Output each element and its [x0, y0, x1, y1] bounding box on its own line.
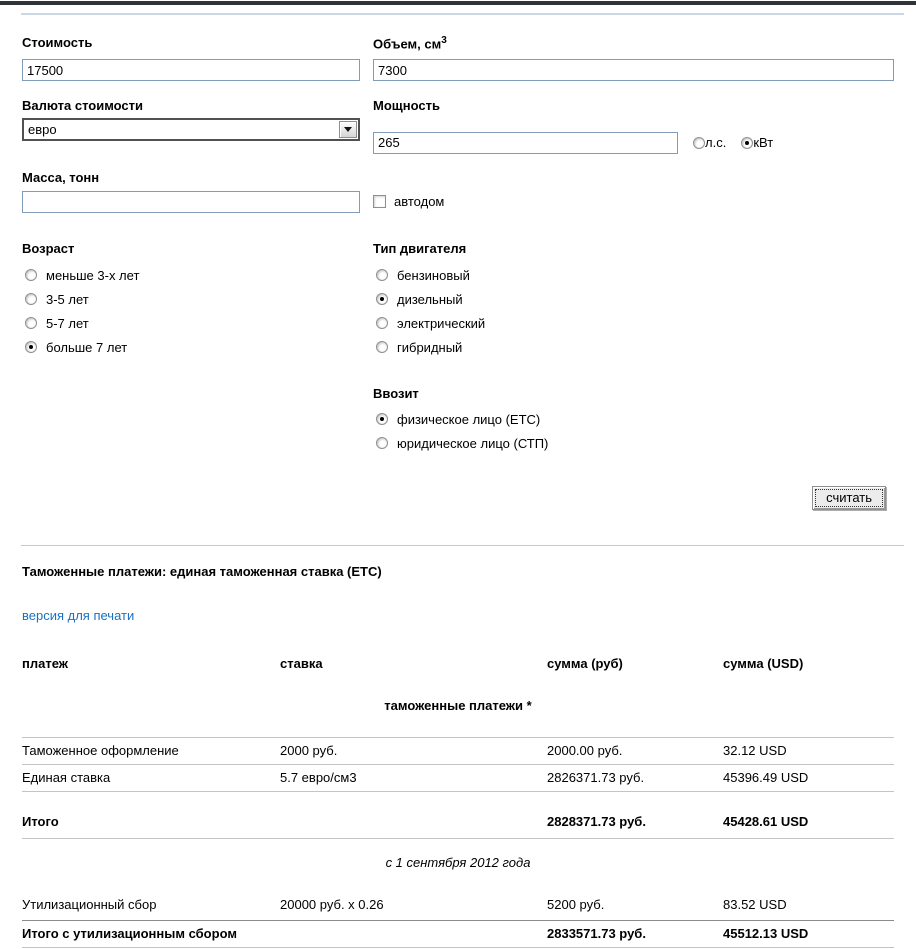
motorhome-label: автодом — [394, 194, 445, 209]
table-row: Единая ставка 5.7 евро/см3 2826371.73 руб. 45396.49 USD — [22, 765, 894, 792]
table-section-label: таможенные платежи * — [384, 698, 532, 713]
recycling-fee-row: Утилизационный сбор 20000 руб. х 0.26 5200 руб. 83.52 USD — [22, 897, 894, 921]
age-option-under3[interactable]: меньше 3-х лет — [25, 265, 360, 285]
results-section — [22, 564, 894, 948]
volume-input[interactable] — [373, 59, 894, 81]
radio-icon — [376, 269, 388, 281]
col-header-sum-usd: сумма (USD) — [723, 656, 804, 671]
age-options — [22, 265, 360, 361]
cost-label: Стоимость — [22, 35, 93, 50]
radio-checked-icon — [376, 413, 388, 425]
radio-icon — [25, 293, 37, 305]
currency-select-value: евро — [28, 122, 57, 137]
total-row: Итого 2828371.73 руб. 45428.61 USD — [22, 814, 894, 839]
checkbox-icon — [373, 195, 386, 208]
volume-sup: 3 — [441, 35, 447, 46]
importer-label: Ввозит — [373, 386, 419, 401]
radio-icon — [25, 269, 37, 281]
table-row: Таможенное оформление 2000 руб. 2000.00 руб. 32.12 USD — [22, 737, 894, 765]
engine-option-hybrid[interactable]: гибридный — [376, 337, 894, 357]
volume-label: Объем, $см^3$ — [373, 35, 447, 52]
power-input[interactable] — [373, 132, 678, 154]
radio-checked-icon — [25, 341, 37, 353]
power-unit-kw[interactable] — [741, 135, 773, 150]
age-option-over7[interactable]: больше 7 лет — [25, 337, 360, 357]
importer-option-legal[interactable]: юридическое лицо (СТП) — [376, 433, 894, 453]
power-unit-hp[interactable] — [693, 135, 726, 150]
grand-total-row: Итого с утилизационным сбором 2833571.73 руб. 45512.13 USD — [22, 921, 894, 948]
radio-checked-icon — [741, 137, 753, 149]
engine-options — [373, 265, 894, 361]
col-header-payment: платеж — [22, 656, 68, 671]
importer-options — [373, 409, 894, 457]
engine-option-petrol[interactable]: бензиновый — [376, 265, 894, 285]
motorhome-checkbox-row[interactable] — [373, 194, 894, 209]
engine-option-electric[interactable]: электрический — [376, 313, 894, 333]
radio-icon — [25, 317, 37, 329]
engine-label: Тип двигателя — [373, 241, 467, 256]
power-label: Мощность — [373, 98, 440, 113]
radio-icon — [376, 317, 388, 329]
calculate-button[interactable]: считать — [812, 486, 886, 510]
engine-option-diesel[interactable]: дизельный — [376, 289, 894, 309]
calculator-form — [22, 32, 894, 510]
radio-icon — [376, 341, 388, 353]
cost-input[interactable] — [22, 59, 360, 81]
currency-label: Валюта стоимости — [22, 98, 144, 113]
section-divider — [21, 545, 904, 546]
power-unit-hp-label: л.с. — [705, 135, 727, 150]
currency-select[interactable] — [22, 118, 360, 141]
col-header-rate: ставка — [280, 656, 323, 671]
age-option-3-5[interactable]: 3-5 лет — [25, 289, 360, 309]
payments-table — [22, 656, 894, 948]
radio-icon — [376, 437, 388, 449]
mass-input[interactable] — [22, 191, 360, 213]
age-label: Возраст — [22, 241, 75, 256]
header-rule — [21, 13, 904, 15]
radio-icon — [693, 137, 705, 149]
radio-checked-icon — [376, 293, 388, 305]
table-body — [22, 737, 894, 792]
importer-option-individual[interactable]: физическое лицо (ЕТС) — [376, 409, 894, 429]
print-version-link[interactable]: версия для печати — [22, 608, 135, 623]
power-unit-kw-label: кВт — [753, 135, 774, 150]
mass-label: Масса, тонн — [22, 170, 100, 185]
age-option-5-7[interactable]: 5-7 лет — [25, 313, 360, 333]
effective-date-note: с 1 сентября 2012 года — [385, 855, 531, 870]
results-title: Таможенные платежи: единая таможенная ставка (ЕТС) — [22, 564, 382, 579]
top-bar — [0, 1, 916, 5]
col-header-sum-rub: сумма (руб) — [547, 656, 623, 671]
chevron-down-icon[interactable] — [339, 121, 357, 138]
table-header-row — [22, 656, 894, 671]
